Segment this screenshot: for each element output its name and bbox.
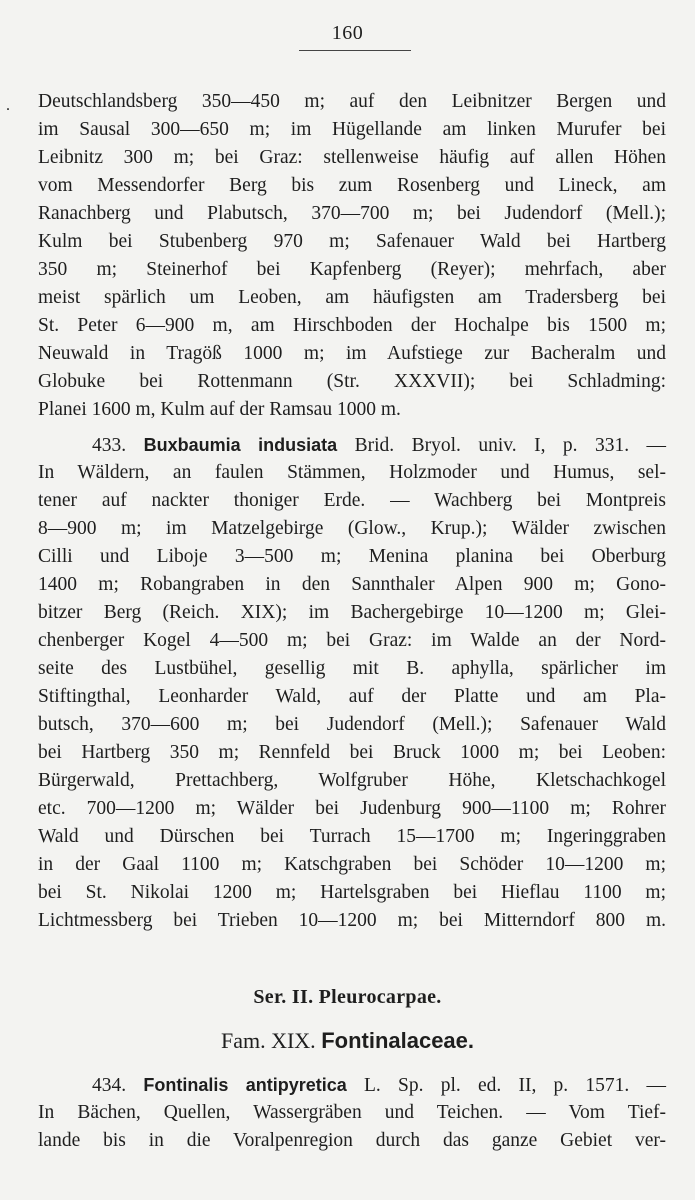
series-heading: Ser. II. Pleurocarpae. (253, 986, 442, 1008)
text-line: 8—900 m; im Matzelgebirge (Glow., Krup.); Wälder zwischen (38, 518, 666, 539)
text-line: etc. 700—1200 m; Wälder bei Judenburg 900—1100 m; Rohrer (38, 798, 666, 819)
family-heading (0, 1028, 695, 1054)
text-line: bei Hartberg 350 m; Rennfeld bei Bruck 1000 m; bei Leoben: (38, 742, 666, 763)
text-line: 350 m; Steinerhof bei Kapfenberg (Reyer); mehrfach, aber (38, 259, 666, 280)
text-line: Stiftingthal, Leonharder Wald, auf der Platte und am Pla- (38, 686, 666, 707)
species-name: Buxbaumia indusiata (143, 435, 338, 455)
entry-heading-line (92, 431, 666, 460)
text-line: Cilli und Liboje 3—500 m; Menina planina bei Oberburg (38, 546, 666, 567)
text-line: Leibnitz 300 m; bei Graz: stellenweise häufig auf allen Höhen (38, 147, 666, 168)
text-line: butsch, 370—600 m; bei Judendorf (Mell.); Safenauer Wald (38, 714, 666, 735)
text-line: bei St. Nikolai 1200 m; Hartelsgraben bei Hieflau 1100 m; (38, 882, 666, 903)
entry-number: 434. (92, 1075, 127, 1096)
text-line: Wald und Dürschen bei Turrach 15—1700 m; Ingeringgraben (38, 826, 666, 847)
text-line: in der Gaal 1100 m; Katschgraben bei Schöder 10—1200 m; (38, 854, 666, 875)
family-number: Fam. XIX. (220, 1028, 316, 1053)
citation: Brid. Bryol. univ. I, p. 331. — (354, 435, 667, 456)
text-line: Planei 1600 m, Kulm auf der Ramsau 1000 m. (38, 399, 401, 420)
citation: L. Sp. pl. ed. II, p. 1571. — (363, 1075, 667, 1096)
text-line: tener auf nackter thoniger Erde. — Wachberg bei Montpreis (38, 490, 666, 511)
text-line: 1400 m; Robangraben in den Sannthaler Alpen 900 m; Gono- (38, 574, 666, 595)
entry-number: 433. (92, 435, 127, 456)
text-line: lande bis in die Voralpenregion durch das ganze Gebiet ver- (38, 1130, 666, 1151)
text-line: im Sausal 300—650 m; im Hügellande am linken Murufer bei (38, 119, 666, 140)
text-line: Neuwald in Tragöß 1000 m; im Aufstiege zur Bacheralm und (38, 343, 666, 364)
text-line: seite des Lustbühel, gesellig mit B. aphylla, spärlicher im (38, 658, 666, 679)
page-number: 160 (331, 22, 364, 44)
family-name: Fontinalaceae. (321, 1028, 475, 1053)
text-line: meist spärlich um Leoben, am häufigsten am Tradersberg bei (38, 287, 666, 308)
text-line: vom Messendorfer Berg bis zum Rosenberg und Lineck, am (38, 175, 666, 196)
text-line: In Bächen, Quellen, Wassergräben und Teichen. — Vom Tief- (38, 1102, 666, 1123)
text-line: In Wäldern, an faulen Stämmen, Holzmoder und Humus, sel- (38, 462, 666, 483)
header-rule (299, 50, 411, 51)
species-name: Fontinalis antipyretica (143, 1075, 347, 1095)
text-line: Deutschlandsberg 350—450 m; auf den Leibnitzer Bergen und (38, 91, 666, 112)
text-line: Bürgerwald, Prettachberg, Wolfgruber Höhe, Kletschachkogel (38, 770, 666, 791)
text-line: chenberger Kogel 4—500 m; bei Graz: im Walde an der Nord- (38, 630, 666, 651)
text-line: St. Peter 6—900 m, am Hirschboden der Hochalpe bis 1500 m; (38, 315, 666, 336)
text-line: Ranachberg und Plabutsch, 370—700 m; bei Judendorf (Mell.); (38, 203, 666, 224)
text-line: Globuke bei Rottenmann (Str. XXXVII); bei Schladming: (38, 371, 666, 392)
text-line: Lichtmessberg bei Trieben 10—1200 m; bei Mitterndorf 800 m. (38, 910, 666, 931)
text-line: bitzer Berg (Reich. XIX); im Bachergebirge 10—1200 m; Glei- (38, 602, 666, 623)
text-line: Kulm bei Stubenberg 970 m; Safenauer Wald bei Hartberg (38, 231, 666, 252)
margin-mark: . (6, 97, 10, 114)
entry-heading-line (92, 1071, 666, 1100)
